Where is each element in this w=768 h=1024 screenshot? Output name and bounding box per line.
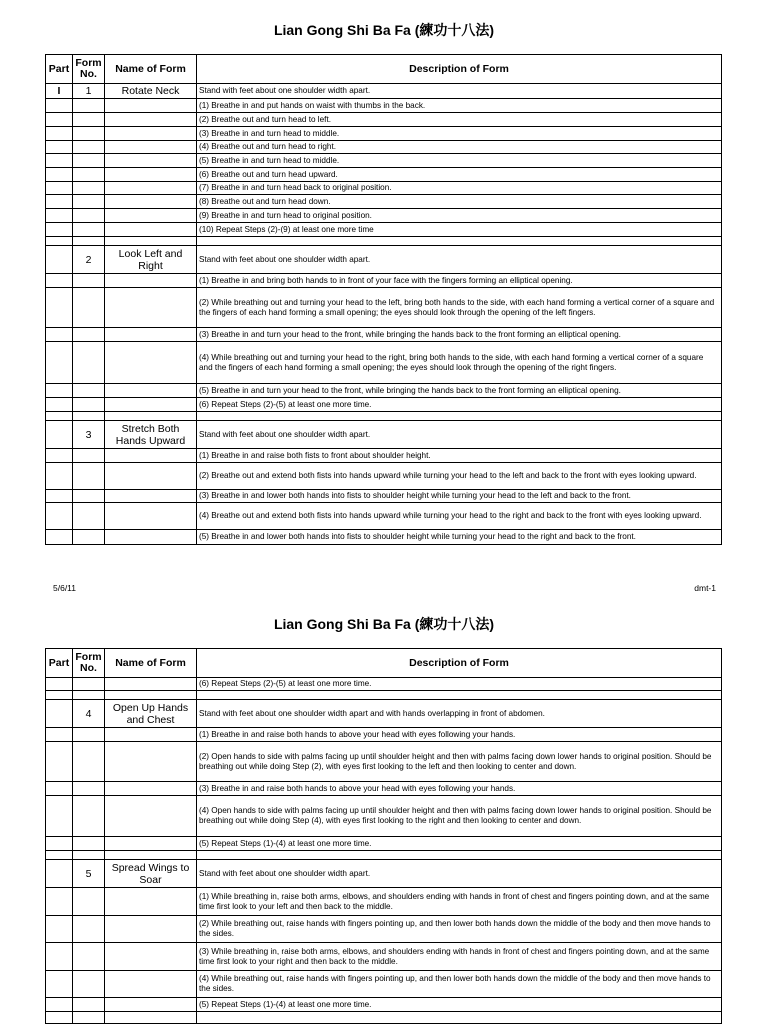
cell-part: [46, 182, 73, 195]
footer-page-id: dmt-1: [694, 583, 716, 593]
cell-description: Stand with feet about one shoulder width apart.: [197, 860, 722, 888]
cell-part: [46, 154, 73, 168]
cell-form-name: [105, 678, 197, 691]
cell-form-no: [73, 127, 105, 141]
cell-description: (6) Repeat Steps (2)-(5) at least one more time.: [197, 398, 722, 412]
table-body: [46, 678, 722, 1024]
table-row: [46, 943, 722, 971]
table-row: [46, 888, 722, 916]
cell-form-name: [105, 490, 197, 503]
cell-description: (1) While breathing in, raise both arms, elbows, and shoulders ending with hands in front of chest and fingers pointing down, and at the same time first look to your left and then back to the middle.: [197, 888, 722, 916]
table: [45, 648, 722, 1024]
table-row: [46, 998, 722, 1012]
cell-description: (8) Breathe out and turn head down.: [197, 195, 722, 209]
cell-description: [197, 412, 722, 421]
cell-form-no: [73, 888, 105, 916]
cell-form-no: [73, 99, 105, 113]
table-row: [46, 728, 722, 742]
cell-form-no: [73, 1012, 105, 1024]
cell-form-no: [73, 412, 105, 421]
header-form-no: Form No.: [73, 649, 105, 678]
table-row: [46, 463, 722, 490]
cell-part: [46, 237, 73, 246]
table-row: [46, 384, 722, 398]
table-row: [46, 503, 722, 530]
table-row: [46, 182, 722, 195]
cell-form-no: [73, 154, 105, 168]
cell-form-no: [73, 728, 105, 742]
cell-description: [197, 851, 722, 860]
cell-part: [46, 209, 73, 223]
cell-part: [46, 328, 73, 342]
table-row: [46, 342, 722, 384]
cell-form-name: [105, 195, 197, 209]
cell-part: [46, 421, 73, 449]
cell-description: Stand with feet about one shoulder width apart.: [197, 421, 722, 449]
cell-description: (7) Breathe in and turn head back to original position.: [197, 182, 722, 195]
cell-part: [46, 503, 73, 530]
cell-form-no: [73, 463, 105, 490]
table-row: [46, 237, 722, 246]
cell-description: (2) Breathe out and extend both fists into hands upward while turning your head to the left and back to the front with eyes looking upward.: [197, 463, 722, 490]
cell-form-no: [73, 851, 105, 860]
cell-description: (3) Breathe in and raise both hands to above your head with eyes following your hands.: [197, 782, 722, 796]
cell-part: [46, 449, 73, 463]
cell-form-no: [73, 998, 105, 1012]
cell-description: (6) Repeat Steps (2)-(5) at least one more time.: [197, 678, 722, 691]
cell-description: (5) Breathe in and lower both hands into fists to shoulder height while turning your head to the right and back to the front.: [197, 530, 722, 545]
cell-form-name: [105, 237, 197, 246]
cell-part: [46, 998, 73, 1012]
cell-description: [197, 237, 722, 246]
table-row: [46, 796, 722, 837]
cell-form-no: [73, 328, 105, 342]
cell-form-name: Spread Wings to Soar: [105, 860, 197, 888]
cell-part: I: [46, 84, 73, 99]
cell-form-name: [105, 154, 197, 168]
cell-part: [46, 916, 73, 943]
cell-part: [46, 700, 73, 728]
cell-part: [46, 246, 73, 274]
table-row: [46, 412, 722, 421]
cell-description: (1) Breathe in and raise both fists to front about shoulder height.: [197, 449, 722, 463]
table-row: [46, 971, 722, 998]
cell-form-name: [105, 141, 197, 154]
cell-form-name: [105, 113, 197, 127]
cell-form-name: [105, 943, 197, 971]
cell-part: [46, 851, 73, 860]
table-header-row: [46, 55, 722, 84]
cell-form-name: [105, 916, 197, 943]
cell-part: [46, 274, 73, 288]
cell-form-no: [73, 384, 105, 398]
cell-part: [46, 127, 73, 141]
cell-part: [46, 342, 73, 384]
cell-part: [46, 288, 73, 328]
form-table-1: [45, 54, 721, 545]
cell-form-name: [105, 888, 197, 916]
cell-form-no: [73, 182, 105, 195]
cell-form-no: [73, 237, 105, 246]
cell-description: (4) Open hands to side with palms facing up until shoulder height and then with palms facing down lower hands to original position. Should be breathing out while doing Step (4), with eyes first looking to the right and then looking to center and down.: [197, 796, 722, 837]
header-name: Name of Form: [105, 649, 197, 678]
cell-part: [46, 837, 73, 851]
cell-form-name: [105, 274, 197, 288]
table-row: [46, 449, 722, 463]
table-row: [46, 691, 722, 700]
cell-form-name: [105, 837, 197, 851]
cell-form-name: [105, 796, 197, 837]
cell-form-name: [105, 742, 197, 782]
cell-part: [46, 490, 73, 503]
table-row: [46, 398, 722, 412]
cell-description: (1) Breathe in and raise both hands to above your head with eyes following your hands.: [197, 728, 722, 742]
cell-form-no: [73, 288, 105, 328]
table-row: [46, 209, 722, 223]
table-row: [46, 246, 722, 274]
cell-form-no: [73, 916, 105, 943]
cell-form-no: [73, 503, 105, 530]
footer-date: 5/6/11: [53, 583, 77, 593]
cell-part: [46, 728, 73, 742]
cell-description: (1) Breathe in and put hands on waist with thumbs in the back.: [197, 99, 722, 113]
cell-part: [46, 99, 73, 113]
table-row: [46, 860, 722, 888]
cell-form-no: [73, 490, 105, 503]
cell-form-no: 2: [73, 246, 105, 274]
cell-description: (2) While breathing out, raise hands with fingers pointing up, and then lower both hands down the middle of the body and then move hands to the sides.: [197, 916, 722, 943]
header-part: Part: [46, 55, 73, 84]
cell-form-no: [73, 209, 105, 223]
cell-form-no: [73, 223, 105, 237]
cell-form-no: 4: [73, 700, 105, 728]
cell-description: Stand with feet about one shoulder width apart.: [197, 84, 722, 99]
table-row: [46, 113, 722, 127]
table-row: [46, 168, 722, 182]
table-row: [46, 421, 722, 449]
cell-description: (5) Repeat Steps (1)-(4) at least one more time.: [197, 837, 722, 851]
cell-part: [46, 463, 73, 490]
cell-description: (4) While breathing out, raise hands with fingers pointing up, and then lower both hands down the middle of the body and then move hands to the sides.: [197, 971, 722, 998]
cell-description: (4) Breathe out and turn head to right.: [197, 141, 722, 154]
cell-form-no: [73, 678, 105, 691]
cell-form-no: [73, 195, 105, 209]
cell-form-name: [105, 182, 197, 195]
cell-form-no: [73, 342, 105, 384]
cell-part: [46, 195, 73, 209]
cell-form-no: [73, 113, 105, 127]
table-row: [46, 490, 722, 503]
cell-form-no: [73, 796, 105, 837]
cell-form-name: [105, 782, 197, 796]
cell-part: [46, 168, 73, 182]
cell-form-name: [105, 530, 197, 545]
table-row: [46, 837, 722, 851]
table-row: [46, 782, 722, 796]
cell-description: (5) Breathe in and turn your head to the front, while bringing the hands back to the front forming an elliptical opening.: [197, 384, 722, 398]
cell-form-name: [105, 209, 197, 223]
cell-description: (9) Breathe in and turn head to original position.: [197, 209, 722, 223]
cell-part: [46, 943, 73, 971]
cell-part: [46, 782, 73, 796]
cell-form-no: [73, 530, 105, 545]
cell-form-name: Look Left and Right: [105, 246, 197, 274]
cell-form-no: [73, 943, 105, 971]
cell-part: [46, 398, 73, 412]
cell-part: [46, 860, 73, 888]
table-row: [46, 99, 722, 113]
cell-form-no: 3: [73, 421, 105, 449]
cell-description: Stand with feet about one shoulder width apart.: [197, 246, 722, 274]
table-header-row: [46, 649, 722, 678]
cell-form-name: [105, 851, 197, 860]
cell-description: (3) Breathe in and turn head to middle.: [197, 127, 722, 141]
header-form-no: Form No.: [73, 55, 105, 84]
cell-form-name: [105, 99, 197, 113]
cell-description: (2) Open hands to side with palms facing up until shoulder height and then with palms facing down lower hands to original position. Should be breathing out while doing Step (2), with eyes first looking to the left and then looking to center and down.: [197, 742, 722, 782]
cell-form-no: [73, 837, 105, 851]
cell-part: [46, 384, 73, 398]
cell-part: [46, 1012, 73, 1024]
cell-form-no: [73, 168, 105, 182]
cell-form-name: Open Up Hands and Chest: [105, 700, 197, 728]
cell-form-name: [105, 1012, 197, 1024]
cell-form-name: [105, 503, 197, 530]
table-row: [46, 288, 722, 328]
cell-form-no: [73, 449, 105, 463]
table-row: [46, 1012, 722, 1024]
cell-form-name: [105, 449, 197, 463]
cell-form-name: [105, 691, 197, 700]
page-title-2: Lian Gong Shi Ba Fa (練功十八法): [273, 616, 495, 632]
table-row: [46, 700, 722, 728]
cell-form-no: [73, 691, 105, 700]
table-row: [46, 328, 722, 342]
cell-form-name: Rotate Neck: [105, 84, 197, 99]
cell-description: Stand with feet about one shoulder width apart and with hands overlapping in front of abdomen.: [197, 700, 722, 728]
table-row: [46, 530, 722, 545]
cell-description: [197, 691, 722, 700]
table-row: [46, 742, 722, 782]
cell-part: [46, 223, 73, 237]
cell-part: [46, 141, 73, 154]
cell-part: [46, 412, 73, 421]
cell-form-name: [105, 288, 197, 328]
cell-form-no: 5: [73, 860, 105, 888]
cell-form-name: [105, 328, 197, 342]
cell-form-no: [73, 742, 105, 782]
table-row: [46, 223, 722, 237]
cell-part: [46, 971, 73, 998]
cell-form-no: [73, 141, 105, 154]
table-row: [46, 916, 722, 943]
form-table-2: [45, 648, 721, 1024]
table: [45, 54, 722, 545]
header-description: Description of Form: [197, 55, 722, 84]
cell-form-name: [105, 463, 197, 490]
cell-form-name: [105, 398, 197, 412]
cell-description: [197, 1012, 722, 1024]
table-row: [46, 195, 722, 209]
page-title: Lian Gong Shi Ba Fa (練功十八法): [273, 22, 495, 38]
cell-form-no: [73, 971, 105, 998]
cell-form-name: [105, 168, 197, 182]
cell-form-name: [105, 728, 197, 742]
table-row: [46, 154, 722, 168]
table-row: [46, 851, 722, 860]
table-row: [46, 84, 722, 99]
cell-form-no: [73, 782, 105, 796]
header-part: Part: [46, 649, 73, 678]
cell-part: [46, 678, 73, 691]
cell-part: [46, 530, 73, 545]
header-name: Name of Form: [105, 55, 197, 84]
cell-form-name: [105, 971, 197, 998]
cell-description: (4) Breathe out and extend both fists into hands upward while turning your head to the right and back to the front with eyes looking upward.: [197, 503, 722, 530]
cell-description: (2) Breathe out and turn head to left.: [197, 113, 722, 127]
cell-description: (10) Repeat Steps (2)-(9) at least one more time: [197, 223, 722, 237]
cell-form-no: 1: [73, 84, 105, 99]
cell-description: (6) Breathe out and turn head upward.: [197, 168, 722, 182]
cell-part: [46, 691, 73, 700]
cell-form-name: Stretch Both Hands Upward: [105, 421, 197, 449]
cell-form-name: [105, 223, 197, 237]
cell-form-no: [73, 398, 105, 412]
cell-description: (4) While breathing out and turning your head to the right, bring both hands to the side, with each hand forming a vertical corner of a square and the fingers of each hand forming a small opening; the eyes should look through the opening of the right fingers.: [197, 342, 722, 384]
cell-description: (2) While breathing out and turning your head to the left, bring both hands to the side, with each hand forming a vertical corner of a square and the fingers of each hand forming a small opening; the eyes should look through the opening of the left fingers.: [197, 288, 722, 328]
cell-form-name: [105, 127, 197, 141]
cell-form-name: [105, 384, 197, 398]
cell-part: [46, 888, 73, 916]
table-row: [46, 141, 722, 154]
cell-form-no: [73, 274, 105, 288]
cell-description: (5) Repeat Steps (1)-(4) at least one more time.: [197, 998, 722, 1012]
table-row: [46, 274, 722, 288]
cell-description: (3) While breathing in, raise both arms, elbows, and shoulders ending with hands in front of chest and fingers pointing down, and at the same time first look to your right and then back to the middle.: [197, 943, 722, 971]
cell-form-name: [105, 998, 197, 1012]
cell-description: (3) Breathe in and turn your head to the front, while bringing the hands back to the front forming an elliptical opening.: [197, 328, 722, 342]
cell-description: (3) Breathe in and lower both hands into fists to shoulder height while turning your head to the left and back to the front.: [197, 490, 722, 503]
cell-part: [46, 742, 73, 782]
cell-part: [46, 113, 73, 127]
header-description: Description of Form: [197, 649, 722, 678]
cell-description: (1) Breathe in and bring both hands to in front of your face with the fingers forming an elliptical opening.: [197, 274, 722, 288]
cell-form-name: [105, 342, 197, 384]
cell-part: [46, 796, 73, 837]
table-body: [46, 84, 722, 545]
cell-description: (5) Breathe in and turn head to middle.: [197, 154, 722, 168]
cell-form-name: [105, 412, 197, 421]
table-row: [46, 678, 722, 691]
table-row: [46, 127, 722, 141]
